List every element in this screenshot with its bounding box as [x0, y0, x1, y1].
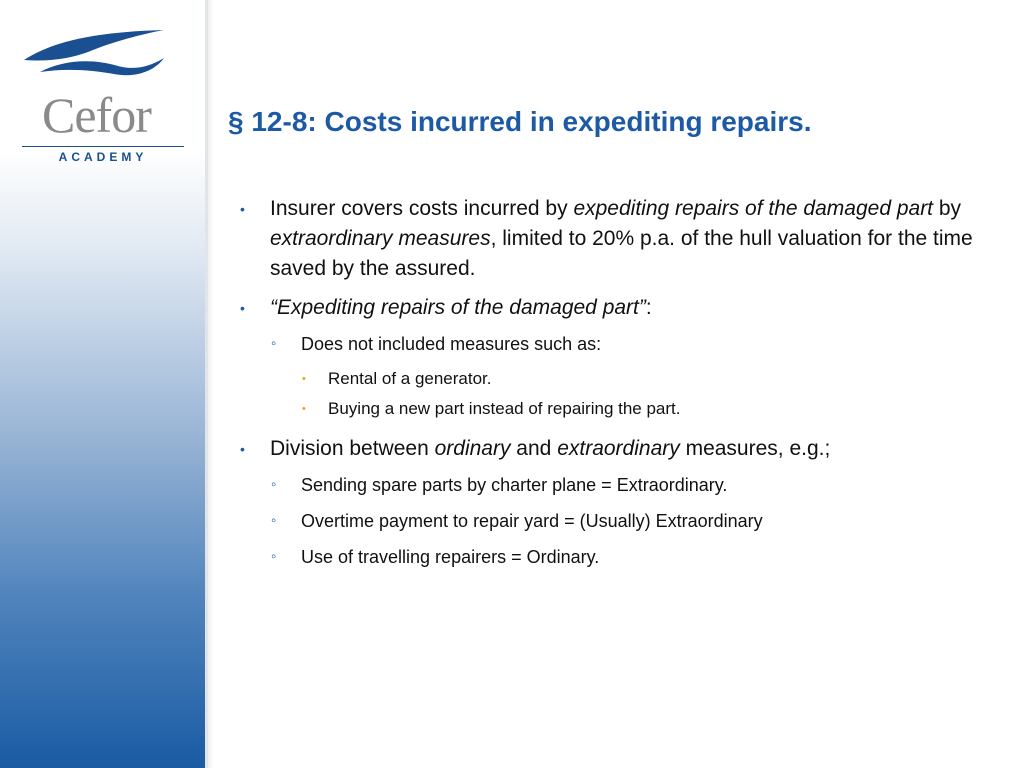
subsubbullet-new-part: • Buying a new part instead of repairing the part.: [302, 399, 681, 418]
bullet-dot-icon: •: [240, 201, 245, 217]
subbullet-charter-plane: ◦ Sending spare parts by charter plane = Extraordinary.: [271, 475, 728, 495]
cefor-logo: [22, 28, 184, 164]
sidebar-panel: [0, 0, 208, 768]
bullet-small-dot-icon: •: [302, 403, 306, 415]
bullet-circle-icon: ◦: [271, 548, 277, 565]
logo-wordmark: Cefor: [42, 87, 151, 143]
subbullet-not-included: ◦ Does not included measures such as:: [271, 334, 602, 354]
bullet-circle-icon: ◦: [271, 476, 277, 493]
wave-icon: [22, 28, 184, 88]
logo-subtitle: ACADEMY: [58, 150, 148, 164]
slide-title: § 12-8: Costs incurred in expediting repairs.: [228, 106, 812, 137]
logo-divider: [22, 146, 184, 147]
subbullet-overtime: ◦ Overtime payment to repair yard = (Usually) Extraordinary: [271, 511, 763, 531]
bullet-expediting-definition: • “Expediting repairs of the damaged part”:: [240, 293, 980, 323]
slide-content: [240, 194, 980, 581]
bullet-dot-icon: •: [240, 300, 245, 316]
bullet-small-dot-icon: •: [302, 373, 306, 385]
subbullet-travelling-repairers: ◦ Use of travelling repairers = Ordinary.: [271, 547, 600, 567]
sidebar-shadow: [208, 0, 214, 768]
bullet-dot-icon: •: [240, 441, 245, 457]
bullet-circle-icon: ◦: [271, 335, 277, 352]
bullet-insurer-covers: • Insurer covers costs incurred by expediting repairs of the damaged part by extraordinary measures, limited to 20% p.a. of the hull valuation for the time saved by the assured.: [240, 194, 980, 284]
subsubbullet-generator: • Rental of a generator.: [302, 369, 492, 388]
bullet-circle-icon: ◦: [271, 512, 277, 529]
bullet-division: • Division between ordinary and extraordinary measures, e.g.;: [240, 434, 980, 464]
